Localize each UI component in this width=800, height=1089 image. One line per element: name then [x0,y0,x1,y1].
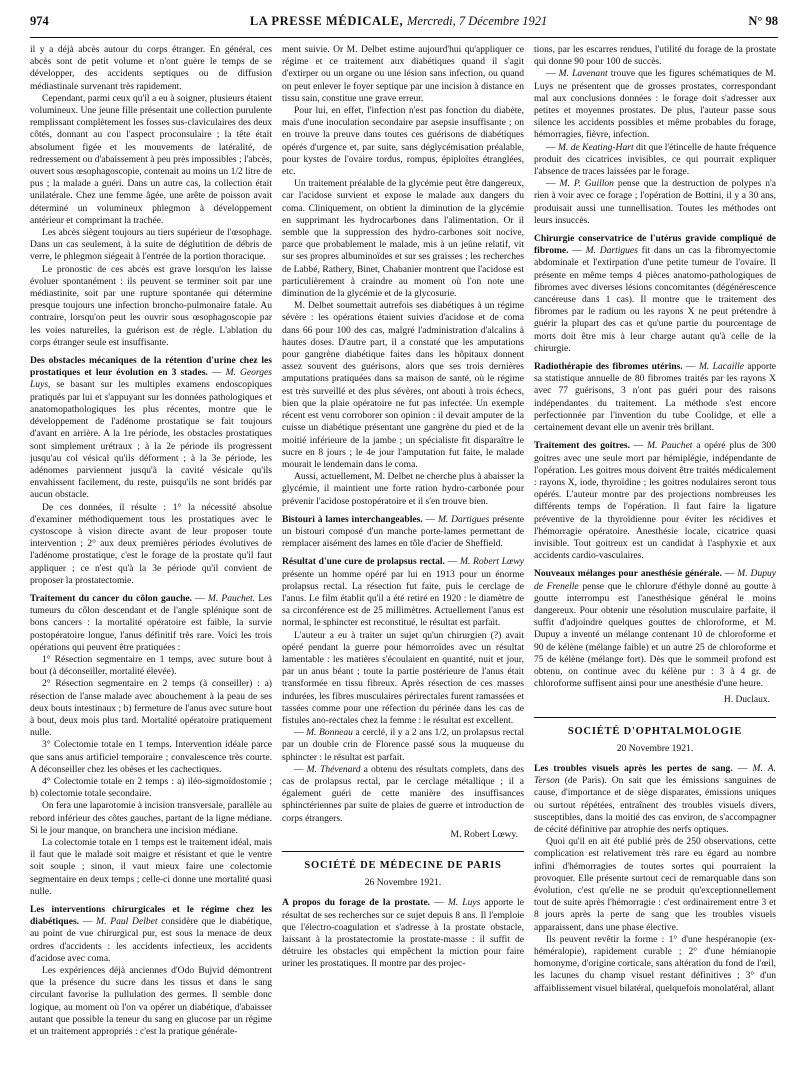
paragraph: — M. de Keating-Hart dit que l'étincelle de haute fréquence produit des cicatrices invisibles, ce qui pourrait expliquer l'absence de traces laissées par le forage. [534,141,776,178]
society-heading: SOCIÉTÉ DE MÉDECINE DE PARIS [282,851,524,872]
article-title: Bistouri à lames interchangeables. [282,513,423,525]
paragraph: On fera une laparotomie à incision transversale, parallèle au rebord inférieur des côtes gauches, partant de la ligne médiane. Si le jour manque, on branchera une incision médiane. [30,800,272,836]
speaker-name: M. Lavenant [558,68,608,80]
column-1 [30,44,272,1089]
speaker-name: M. P. Guillon [559,178,614,190]
paragraph: Le pronostic de ces abcès est grave lorsqu'on les laisse évoluer spontanément : ils peuvent se terminer soit par une médiastinite, soit par une rupture spontanée qui détermine presque toujours une infection broncho-pulmonaire fatale. Au contraire, lorsqu'on peut les ouvrir sous œsophagoscopie par les voies naturelles, la guérison est de règle. L'ablation du corps étranger seule est insuffisante. [30,263,272,348]
list-item: 4° Colectomie totale en 2 temps : a) iléo-sigmoïdostomie ; b) colectomie totale secondaire. [30,775,272,800]
article-title: A propos du forage de la prostate. [282,897,431,909]
article-title: Les interventions chirurgicales et le régime chez les diabétiques. [30,904,272,928]
paragraph: Pour lui, en effet, l'infection n'est pas fonction du diabète, mais d'une inoculation secondaire par asepsie insuffisante ; on en trouve la preuve dans toutes ces guérisons de diabétiques opérés d'urgence et, par suite, sans déglycémisation préalable, pour kystes de l'ovaire tordus, rompus, épiploïtes étranglées, etc. [282,105,524,178]
paragraph: M. Delbet soumettait autrefois ses diabétiques à un régime sévère : les opérations étaient suivies d'acidose et de coma dans 66 pour 100 des cas, malgré l'administration d'alcalins à hautes doses. D'autre part, il a constaté que les amputations pour gangrène diabétique faites dans les hôpitaux donnent assez souvent des guérisons, alors que ses trois dernières amputations pratiquées dans sa maison de santé, où le régime est très surveillé et des plus sévères, ont abouti à trois échecs, bien que la plaie opératoire ne fut pas infectée. Un exemple récent est venu corroborer son opinion : il devait amputer de la cuisse un diabétique présentant une gangrène du pied et de la moitié inférieure de la jambe ; un spécialiste fit disparaître le sucre en 8 jours ; le 4e jour l'amputation fut faite, le malade mourait le lendemain dans le coma. [282,300,524,470]
article-bistouri: Bistouri à lames interchangeables. — M. Dartigues présente un bistouri composé d'un manche porte-lames permettant de remplacer aisément des lames en tôle d'acier de Sheffield. [282,513,524,550]
article-title: Traitement du cancer du côlon gauche. [30,592,193,604]
society-heading: SOCIÉTÉ D'OPHTALMOLOGIE [534,717,776,738]
article-author: M. Lacaille [698,361,744,373]
paragraph: il y a déjà abcès autour du corps étranger. En général, ces abcès sont de petit volume et n'ont guère le temps de se développer, des accidents septiques ou de diffusion médiastinale survenant très rapidement. [30,44,272,92]
paragraph: Ils peuvent revêtir la forme : 1° d'une hespéranopie (ex-héméralopie), rapidement curable ; 2° d'une hémianopie homonyme, d'origine corticale, sans altération du fond de l'œil, les lacunes du champ visuel restant définitives ; 3° d'un affaiblissement visuel bilatéral, quelquefois monolatéral, allant [534,933,776,994]
article-text: (de Paris). On sait que les émissions sanguines de cause, d'importance et de siège disparates, émissions uniques ou surtout répétées, entraînent des troubles visuels divers, susceptibles, dans la moitié des cas environ, de s'accompagner de cécité définitive par atrophie des nerfs optiques. [534,775,776,835]
article-chirurgie-uterus: Chirurgie conservatrice de l'utérus gravide compliqué de fibrome. — M. Dartigues fit dans un cas la fibromyectomie abdominale et l'extirpation d'une petite tumeur de l'ovaire. Il présente en même temps 4 pièces anatomo-pathologiques de fibromes avec diverses lésions concomitantes (dégénérescence cancéreuse dans 1 cas). Il montre que le traitement des fibromes par le radium ou les rayons X ne peut prétendre à guérir la plupart des cas et qu'une partie du pourcentage de morts doit être mis à leur charge autant qu'à celle de la chirurgie. [534,233,776,354]
paragraph: Les abcès siègent toujours au tiers supérieur de l'œsophage. Dans un cas seulement, à la suite de déglutition de débris de verre, le phlegmon siégeait à l'entrée de la portion thoracique. [30,227,272,263]
column-2 [282,44,524,1089]
article-text: considère que le diabétique, au point de vue chirurgical pur, est sous la menace de deux ordres d'accidents : les accidents infectieux, les accidents d'acidose avec coma. [30,916,272,964]
paragraph: De ces données, il résulte : 1° la nécessité absolue d'examiner méthodiquement tous les prostatiques avec le cystoscope à vision directe avant de leur proposer toute intervention ; 2° aux deux premières périodes évolutives de l'adénome prostatique, c'est le forage de la prostate qu'il faut appliquer ; ce n'est qu'à la 3e période qu'il convient de proposer la prostatectomie. [30,501,272,586]
article-author: M. Pauchet [647,440,693,452]
list-item: 2° Résection segmentaire en 2 temps (à conseiller) : a) résection de l'anse malade avec abouchement à la peau de ses deux bouts intestinaux ; b) fermeture de l'anus avec suture bout à bout, deux mois plus tard. Mortalité opératoire pratiquement nulle. [30,678,272,739]
paragraph: — M. Thévenard a obtenu des résultats complets, dans des cas de prolapsus rectal, par le cerclage métallique ; il a également guéri de cette manière des insuffisances sphinctériennes par suite de plaies de guerre et introduction de corps étrangers. [282,763,524,824]
article-title: Radiothérapie des fibromes utérins. [534,361,683,373]
article-text: a opéré plus de 300 goitres avec une seule mort par hémiplégie, indépendante de l'opération. Les goitres mous doivent être traités médicalement : rayons X, iode, thyroïdine ; les goitres nodulaires seront tous opérés. L'auteur montre par des projections nombreuses les différents temps de l'opération. Il faut faire la ligature préventive de la thyroïdienne pour éviter les récidives et l'hémorragie opératoire. Anesthésie locale, cicatrice quasi invisible. Tout goitreux est un candidat à l'asphyxie et aux accidents cardio-vasculaires. [534,440,776,562]
article-text: présente un homme opéré par lui en 1913 pour un énorme prolapsus rectal. La résection fut faite, puis le cerclage de l'anus. Le film établit qu'il a été retiré en 1920 : le diamètre de sa circonférence est de 25 millimètres. Actuellement l'anus est normal, le sphincter est reconstitué, le résultat est parfait. [282,568,524,629]
paragraph: ment suivie. Or M. Delbet estime aujourd'hui qu'appliquer ce régime et ce traitement aux diabétiques quand il s'agit d'extirper ou un organe ou une lésion sans infection, ou quand on peut enlever le foyer septique par une incision à distance en tissu sain, constitue une grave erreur. [282,44,524,104]
paragraph: — M. Bonneau a cerclé, il y a 2 ans 1/2, un prolapsus rectal par un double crin de Florence passé sous la muqueuse du sphincter : le résultat est parfait. [282,727,524,763]
article-text: fit dans un cas la fibromyectomie abdominale et l'extirpation d'une petite tumeur de l'ovaire. Il présente en même temps 4 pièces anatomo-pathologiques de fibromes avec diverses lésions concomitantes (dégénérescence cancéreuse dans 1 cas). Il montre que le traitement des fibromes par le radium ou les rayons X ne peut prétendre à guérir la plupart des cas et qu'une partie du pourcentage de morts doit être mis à leur charge autant qu'à celle de la chirurgie. [534,245,776,354]
text-columns [30,44,778,1089]
article-title: Les troubles visuels après les pertes de sang. [534,762,733,774]
page-header [30,14,778,38]
article-title: Résultat d'une cure de prolapsus rectal. [282,556,445,568]
list-item: 3° Colectomie totale en 1 temps. Intervention idéale parce que sans anus artificiel temporaire ; convalescence très courte. A déconseiller chez les obèses et les cachectiques. [30,739,272,775]
society-date: 20 Novembre 1921. [616,742,694,754]
article-title: Des obstacles mécaniques de la rétention d'urine chez les prostatiques et leur évolution en 3 stades. [30,355,272,379]
society-date: 26 Novembre 1921. [364,877,442,889]
article-obstacles: Des obstacles mécaniques de la rétention d'urine chez les prostatiques et leur évolution en 3 stades. — M. Georges Luys, se basant sur les multiples examens endoscopiques pratiqués par lui et s'appuyant sur les données pathologiques et anatomopathologiques les plus récentes, montre que le développement de l'adénome prostatique se fait toujours d'avant en arrière. A la 1re période, les obstacles prostatiques sont simplement urétraux ; à la 2e période ils progressent jusqu'au col vésical qu'ils déforment ; à la 3e période, les adénomes parviennent jusqu'à la cavité vésicale qu'ils envahissent facilement, du reste, puisqu'ils ne sont bridés par aucun obstacle. [30,355,272,501]
paragraph: Les expériences déjà anciennes d'Odo Bujvid démontrent que la présence du sucre dans les tissus et dans le sang circulant favorise la pullulation des germes. Il semble donc logique, au moment où l'on va opérer un diabétique, d'abaisser autant que possible la teneur du sang en glucose par un régime et un traitement appropriés : c'est la pratique générale- [30,965,272,1038]
paragraph: Un traitement préalable de la glycémie peut être dangereux, car l'acidose survient et expose le malade aux dangers du coma. Cliniquement, on obtient la diminution de la glycémie en supprimant les hydrocarbones dans l'alimentation. Or il semble que la suppression des hydro-carbones soit nocive, parce que probablement le malade, mis à un jeûne relatif, vit sur ses propres albuminoïdes et sur ses graisses ; les recherches de Labbé, Rathery, Binet, Chabanier montrent que l'acidose est particulièrement à craindre au moment où l'on note une diminution de la glycémie et de la glycosurie. [282,178,524,300]
journal-masthead [250,14,547,29]
article-forage: A propos du forage de la prostate. — M. Luys apporte le résultat de ses recherches sur ce sujet depuis 8 ans. Il l'emploie que l'électro-coagulation et s'adresse à la prostate obstacle, laissant à la prostatectomie la prostate-masse : il suffit de détruire les obstacles qui empêchent la miction pour faire uriner les prostatiques. Il montre par des projec- [282,897,524,970]
article-author: M. A. Terson [534,762,776,787]
page-number: 974 [30,14,49,28]
speaker-name: M. de Keating-Hart [557,141,634,153]
list-item: 1° Résection segmentaire en 1 temps, avec suture bout à bout (à déconseiller, mortalité élevée). [30,653,272,678]
article-text: présente un bistouri composé d'un manche porte-lames permettant de remplacer aisément des lames en tôle d'acier de Sheffield. [282,513,524,550]
article-author: M. Luys [447,897,481,909]
article-title: Traitement des goitres. [534,440,630,452]
article-troubles-visuels: Les troubles visuels après les pertes de sang. — M. A. Terson (de Paris). On sait que les émissions sanguines de cause, d'importance et de siège disparates, émissions uniques ou surtout répétées, entraînent des troubles visuels divers, susceptibles, dans la moitié des cas environ, de s'accompagner de cécité définitive par atrophie des nerfs optiques. [534,762,776,835]
article-text: pense que le chlorure d'éthyle donné au goutte à goutte interrompu est l'anesthésique général le moins dangereux. Pour obtenir une résolution musculaire parfaite, il suffit d'adjoindre quelques gouttes de chloroforme, et M. Dupuy a inventé un mélange contenant 10 de chloroforme et 90 de kélène (mélange faible) et un autre 25 de chloroforme et 75 de kélène (mélange fort). Dès que le sommeil profond est obtenu, on continue avec du kélène pur : 3 à 4 gr. de chloroforme suffisent ainsi pour une anesthésie d'une heure. [534,580,776,690]
article-author: M. Dartigues [585,245,638,257]
signature: M. Robert Lœwy. [450,829,518,840]
article-anesthesie: Nouveaux mélanges pour anesthésie générale. — M. Dupuy de Frenelle pense que le chlorure d'éthyle donné au goutte à goutte interrompu est l'anesthésique général le moins dangereux. Pour obtenir une résolution musculaire parfaite, il suffit d'adjoindre quelques gouttes de chloroforme, et M. Dupuy a inventé un mélange contenant 10 de chloroforme et 90 de kélène (mélange faible) et un autre 25 de chloroforme et 75 de kélène (mélange fort). Dès que le sommeil profond est obtenu, on continue avec du kélène pur : 3 à 4 gr. de chloroforme suffisent ainsi pour une anesthésie d'une heure. [534,568,776,690]
article-title: Nouveaux mélanges pour anesthésie générale. [534,568,722,580]
article-cancer-colon: Traitement du cancer du côlon gauche. — M. Pauchet. Les tumeurs du côlon descendant et de l'angle splénique sont de bons cancers : la mortalité opératoire est faible, la survie postopératoire longue, l'anus définitif très rare. Voici les trois opérations qui peuvent être pratiquées : [30,592,272,653]
paragraph: Cependant, parmi ceux qu'il a eu à soigner, plusieurs étaient volumineux. Une jeune fille présentait une collection purulente remplissant complètement les fosses sus-claviculaires des deux côtés, donnant au cou l'aspect proconsulaire ; la tête était absolument figée et les mouvements de latéralité, de redressement ou d'abaissement à peu près impossibles ; l'abcès, ouvert sous œsophagoscopie, contenait au moins un 1/2 litre de pus ; la malade a guéri. Dans un autre cas, la collection était unilatérale. Chez une femme âgée, une arête de poisson avait déterminé un volumineux phlegmon à développement antérieur et comprimant la trachée. [30,92,272,226]
article-author: M. Dartigues [437,513,490,525]
article-prolapsus: Résultat d'une cure de prolapsus rectal. — M. Robert Lœwy présente un homme opéré par lui en 1913 pour un énorme prolapsus rectal. La résection fut faite, puis le cerclage de l'anus. Le film établit qu'il a été retiré en 1920 : le diamètre de sa circonférence est de 25 millimètres. Actuellement l'anus est normal, le sphincter est reconstitué, le résultat est parfait. [282,556,524,629]
paragraph: Quoi qu'il en ait été publié près de 250 observations, cette complication est relativement très rare eu égard au nombre infini d'hémorragies de toutes sortes qui pourraient la provoquer. Elle présente surtout ceci de remarquable dans son évolution, c'est qu'elle ne se produit qu'exceptionnellement tout de suite après l'hémorragie : c'est ordinairement entre 3 et 8 jours après la perte de sang que les troubles visuels apparaissent, dans une phase élective. [534,836,776,933]
article-text: Les tumeurs du côlon descendant et de l'angle splénique sont de bons cancers : la mortalité opératoire est faible, la survie postopératoire longue, l'anus définitif très rare. Voici les trois opérations qui peuvent être pratiquées : [30,592,272,653]
signature: H. Duclaux. [723,695,770,706]
paragraph: La colectomie totale en 1 temps est le traitement idéal, mais il faut que le malade soit maigre et résistant et que le ventre soit souple ; sinon, il vaut mieux faire une colectomie segmentaire en deux temps ; celle-ci donne une mortalité quasi nulle. [30,837,272,897]
speaker-name: M. Thévenard [306,763,361,775]
article-text: se basant sur les multiples examens endoscopiques pratiqués par lui et s'appuyant sur les données pathologiques et anatomopathologiques les plus récentes, montre que le développement de l'adénome prostatique se fait toujours d'avant en arrière. A la 1re période, les obstacles prostatiques sont simplement urétraux ; à la 2e période ils progressent jusqu'au col vésical qu'ils déforment ; à la 3e période, les adénomes parviennent jusqu'à la cavité vésicale qu'ils envahissent facilement, du reste, puisqu'ils ne sont bridés par aucun obstacle. [30,379,272,501]
article-author: M. Pauchet. [207,592,256,604]
journal-title: LA PRESSE MÉDICALE, [249,14,404,28]
speaker-name: M. Bonneau [306,727,353,739]
paragraph: L'auteur a eu à traiter un sujet qu'un chirurgien (?) avait opéré pendant la guerre pour hémorroïdes avec un résultat lamentable : les matières s'écoulaient en quantité, nuit et jour, par un anus béant ; toute la partie postérieure de l'anus était transformée en tissu fibreux. Après résection de ces masses indurées, les fibres musculaires périrectales furent ramassées et tassées comme pour une réfection du périnée dans les cas de fistules ano-rectales chez la femme : le résultat est excellent. [282,629,524,726]
paragraph: — M. P. Guillon pense que la destruction de polypes n'a rien à voir avec ce forage ; l'opération de Bottini, il y a 30 ans, produisait aussi une tunnellisation. Toutes les méthodes ont leurs insuccès. [534,178,776,226]
article-author: M. Georges Luys, [30,367,272,391]
issue-date: Mercredi, 7 Décembre 1921 [407,14,548,28]
issue-number: N° 98 [748,14,778,28]
article-text: apporte le résultat de ses recherches sur ce sujet depuis 8 ans. Il l'emploie que l'électro-coagulation et s'adresse à la prostate obstacle, laissant à la prostatectomie la prostate-masse : il suffit de détruire les obstacles qui empêchent la miction pour faire uriner les prostatiques. Il montre par des projec- [282,897,524,970]
article-radiotherapie: Radiothérapie des fibromes utérins. — M. Lacaille apporte sa statistique annuelle de 80 fibromes traités par les rayons X avec 77 guérisons, 3 n'ont pas guéri pour des raisons indépendantes du traitement. La méthode s'est encore perfectionnée par l'invention du tube Coolidge, et elle a certainement devant elle un avenir très brillant. [534,361,776,434]
article-author: M. Paul Delbet [96,916,158,928]
article-title: Chirurgie conservatrice de l'utérus gravide compliqué de fibrome. [534,233,776,257]
article-diabetiques: Les interventions chirurgicales et le régime chez les diabétiques. — M. Paul Delbet considère que le diabétique, au point de vue chirurgical pur, est sous la menace de deux ordres d'accidents : les accidents infectieux, les accidents d'acidose avec coma. [30,904,272,964]
paragraph: Aussi, actuellement, M. Delbet ne cherche plus à abaisser la glycémie, il maintient une forte ration hydro-carbonée pour prévenir l'acidose postopératoire et il s'en trouve bien. [282,471,524,507]
paragraph: tions, par les escarres rendues, l'utilité du forage de la prostate qui donne 90 pour 100 de succès. [534,44,776,68]
article-author: M. Dupuy de Frenelle [534,568,776,592]
article-goitres: Traitement des goitres. — M. Pauchet a opéré plus de 300 goitres avec une seule mort par hémiplégie, indépendante de l'opération. Les goitres mous doivent être traités médicalement : rayons X, iode, thyroïdine ; les goitres nodulaires seront tous opérés. L'auteur montre par des projections nombreuses les différents temps de l'opération. Il faut faire la ligature préventive de la thyroïdienne pour éviter les récidives et l'hémorragie opératoire. Anesthésie locale, cicatrice quasi invisible. Tout goitreux est un candidat à l'asphyxie et aux accidents cardio-vasculaires. [534,440,776,562]
article-text: apporte sa statistique annuelle de 80 fibromes traités par les rayons X avec 77 guérisons, 3 n'ont pas guéri pour des raisons indépendantes du traitement. La méthode s'est encore perfectionnée par l'invention du tube Coolidge, et elle a certainement devant elle un avenir très brillant. [534,361,776,434]
column-3 [534,44,776,1089]
article-author: M. Robert Lœwy [459,556,524,568]
paragraph: — M. Lavenant trouve que les figures schématiques de M. Luys ne présentent que de grosses prostates, correspondant mal aux conclusions données : le forage doit s'adresser aux petites et moyennes prostates. De plus, l'auteur passe sous silence les accidents possibles et même probables du forage, hémorragies, fièvre, infection. [534,68,776,141]
